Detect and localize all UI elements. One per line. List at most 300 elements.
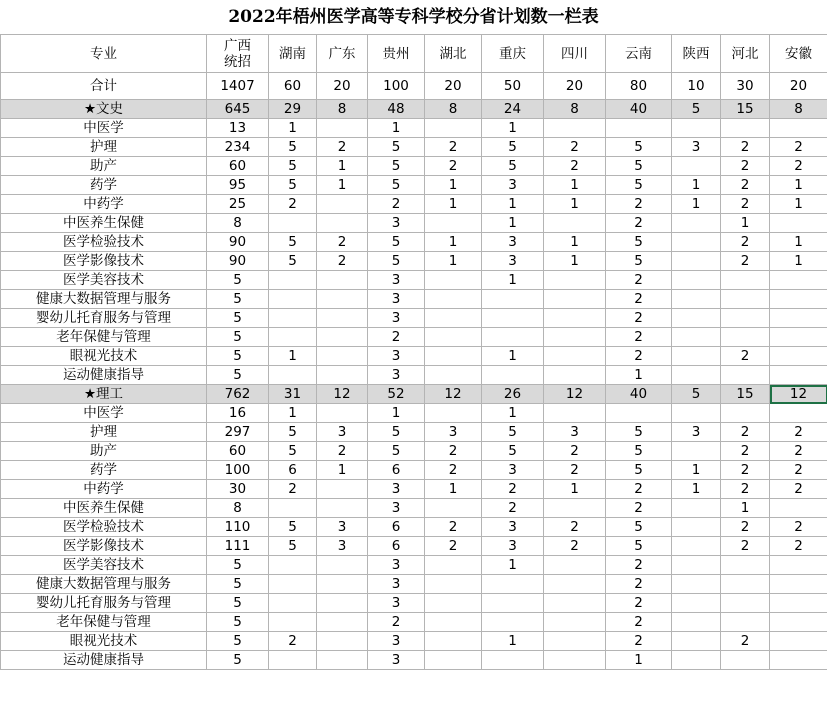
major-name-cell[interactable]: 眼视光技术 — [1, 347, 207, 366]
quota-cell[interactable]: 5 — [269, 157, 317, 176]
major-name-cell[interactable]: 护理 — [1, 423, 207, 442]
quota-cell[interactable] — [317, 575, 368, 594]
quota-cell[interactable]: 2 — [368, 613, 425, 632]
quota-cell[interactable] — [770, 632, 827, 651]
quota-cell[interactable]: 5 — [672, 385, 721, 404]
major-name-cell[interactable]: 健康大数据管理与服务 — [1, 575, 207, 594]
quota-cell[interactable]: 3 — [317, 537, 368, 556]
quota-cell[interactable]: 95 — [207, 176, 269, 195]
major-name-cell[interactable]: 中医养生保健 — [1, 499, 207, 518]
quota-cell[interactable]: 5 — [368, 423, 425, 442]
major-name-cell[interactable]: 中药学 — [1, 195, 207, 214]
quota-cell[interactable] — [672, 537, 721, 556]
quota-cell[interactable]: 2 — [317, 252, 368, 271]
quota-cell[interactable]: 5 — [207, 366, 269, 385]
header-province[interactable]: 湖北 — [425, 35, 482, 73]
quota-cell[interactable] — [482, 328, 544, 347]
quota-cell[interactable] — [317, 651, 368, 670]
quota-cell[interactable] — [672, 119, 721, 138]
quota-cell[interactable] — [672, 632, 721, 651]
quota-cell[interactable]: 5 — [606, 176, 672, 195]
quota-cell[interactable] — [425, 328, 482, 347]
quota-cell[interactable]: 5 — [368, 252, 425, 271]
quota-cell[interactable]: 3 — [672, 423, 721, 442]
quota-cell[interactable]: 6 — [368, 537, 425, 556]
major-name-cell[interactable]: 中医养生保健 — [1, 214, 207, 233]
quota-cell[interactable]: 2 — [721, 480, 770, 499]
quota-cell[interactable] — [672, 233, 721, 252]
quota-cell[interactable]: 1 — [544, 195, 606, 214]
quota-cell[interactable]: 3 — [368, 480, 425, 499]
quota-cell[interactable]: 2 — [425, 138, 482, 157]
quota-cell[interactable] — [425, 309, 482, 328]
quota-cell[interactable]: 60 — [269, 73, 317, 100]
quota-cell[interactable]: 2 — [269, 632, 317, 651]
quota-cell[interactable] — [672, 366, 721, 385]
quota-cell[interactable]: 2 — [544, 442, 606, 461]
quota-cell[interactable]: 2 — [721, 195, 770, 214]
quota-cell[interactable]: 2 — [368, 328, 425, 347]
quota-cell[interactable] — [770, 119, 827, 138]
quota-cell[interactable]: 1 — [770, 176, 827, 195]
quota-cell[interactable] — [770, 309, 827, 328]
quota-cell[interactable]: 2 — [317, 233, 368, 252]
quota-cell[interactable] — [425, 119, 482, 138]
quota-cell[interactable] — [425, 214, 482, 233]
quota-cell[interactable]: 2 — [425, 518, 482, 537]
quota-cell[interactable]: 5 — [368, 138, 425, 157]
quota-cell[interactable] — [425, 290, 482, 309]
quota-cell[interactable] — [721, 613, 770, 632]
quota-cell[interactable]: 3 — [368, 556, 425, 575]
quota-cell[interactable]: 5 — [606, 442, 672, 461]
quota-cell[interactable]: 5 — [269, 537, 317, 556]
quota-cell[interactable]: 1 — [269, 347, 317, 366]
quota-cell[interactable]: 2 — [770, 461, 827, 480]
quota-cell[interactable] — [672, 157, 721, 176]
quota-cell[interactable]: 24 — [482, 100, 544, 119]
quota-cell[interactable] — [770, 575, 827, 594]
quota-cell[interactable]: 2 — [721, 442, 770, 461]
quota-cell[interactable]: 8 — [207, 214, 269, 233]
major-name-cell[interactable]: 眼视光技术 — [1, 632, 207, 651]
header-province[interactable]: 安徽 — [770, 35, 827, 73]
quota-cell[interactable]: 5 — [482, 138, 544, 157]
quota-cell[interactable]: 2 — [425, 461, 482, 480]
quota-cell[interactable]: 1 — [606, 366, 672, 385]
quota-cell[interactable]: 1 — [672, 461, 721, 480]
quota-cell[interactable] — [721, 366, 770, 385]
quota-cell[interactable] — [317, 119, 368, 138]
quota-cell[interactable] — [544, 613, 606, 632]
quota-cell[interactable]: 1 — [482, 556, 544, 575]
quota-cell[interactable]: 2 — [770, 442, 827, 461]
quota-cell[interactable]: 1 — [544, 233, 606, 252]
quota-cell[interactable]: 2 — [770, 518, 827, 537]
quota-cell[interactable]: 1 — [544, 252, 606, 271]
quota-cell[interactable]: 5 — [269, 233, 317, 252]
quota-cell[interactable]: 26 — [482, 385, 544, 404]
quota-cell[interactable] — [544, 309, 606, 328]
quota-cell[interactable] — [672, 271, 721, 290]
major-name-cell[interactable]: 医学影像技术 — [1, 537, 207, 556]
quota-cell[interactable] — [425, 404, 482, 423]
quota-cell[interactable] — [425, 556, 482, 575]
quota-cell[interactable]: 5 — [368, 233, 425, 252]
major-name-cell[interactable]: 医学检验技术 — [1, 518, 207, 537]
quota-cell[interactable] — [770, 214, 827, 233]
quota-cell[interactable]: 2 — [425, 157, 482, 176]
quota-cell[interactable]: 111 — [207, 537, 269, 556]
header-province[interactable]: 陕西 — [672, 35, 721, 73]
quota-cell[interactable]: 5 — [672, 100, 721, 119]
major-name-cell[interactable]: 助产 — [1, 157, 207, 176]
quota-cell[interactable]: 2 — [544, 157, 606, 176]
quota-cell[interactable] — [544, 290, 606, 309]
quota-cell[interactable]: 6 — [368, 461, 425, 480]
quota-cell[interactable]: 2 — [721, 461, 770, 480]
quota-cell[interactable]: 60 — [207, 442, 269, 461]
quota-cell[interactable]: 3 — [544, 423, 606, 442]
quota-cell[interactable]: 1 — [425, 252, 482, 271]
quota-cell[interactable]: 8 — [317, 100, 368, 119]
quota-cell[interactable] — [721, 594, 770, 613]
quota-cell[interactable]: 29 — [269, 100, 317, 119]
quota-cell[interactable] — [721, 119, 770, 138]
quota-cell[interactable]: 2 — [721, 537, 770, 556]
quota-cell[interactable] — [269, 290, 317, 309]
quota-cell[interactable]: 2 — [482, 480, 544, 499]
quota-cell[interactable]: 40 — [606, 100, 672, 119]
quota-cell[interactable]: 1407 — [207, 73, 269, 100]
major-name-cell[interactable]: 助产 — [1, 442, 207, 461]
quota-cell[interactable] — [672, 518, 721, 537]
header-province[interactable]: 四川 — [544, 35, 606, 73]
quota-cell[interactable] — [544, 594, 606, 613]
quota-cell[interactable]: 5 — [606, 461, 672, 480]
quota-cell[interactable] — [482, 366, 544, 385]
quota-cell[interactable]: 5 — [207, 328, 269, 347]
quota-cell[interactable] — [672, 214, 721, 233]
quota-cell[interactable]: 2 — [269, 195, 317, 214]
quota-cell[interactable]: 90 — [207, 252, 269, 271]
quota-cell[interactable]: 5 — [606, 157, 672, 176]
quota-cell[interactable] — [317, 499, 368, 518]
quota-cell[interactable] — [317, 290, 368, 309]
quota-cell[interactable]: 20 — [770, 73, 827, 100]
quota-cell[interactable]: 1 — [317, 461, 368, 480]
quota-cell[interactable] — [425, 651, 482, 670]
quota-cell[interactable]: 2 — [606, 271, 672, 290]
quota-cell[interactable]: 1 — [368, 404, 425, 423]
major-name-cell[interactable]: 医学美容技术 — [1, 556, 207, 575]
quota-cell[interactable]: 645 — [207, 100, 269, 119]
quota-cell[interactable]: 3 — [317, 423, 368, 442]
quota-cell[interactable]: 5 — [207, 594, 269, 613]
quota-cell[interactable] — [672, 499, 721, 518]
quota-cell[interactable]: 2 — [721, 157, 770, 176]
quota-cell[interactable] — [269, 328, 317, 347]
quota-cell[interactable]: 5 — [606, 138, 672, 157]
quota-cell[interactable]: 2 — [606, 347, 672, 366]
quota-cell[interactable]: 2 — [606, 328, 672, 347]
quota-cell[interactable]: 12 — [544, 385, 606, 404]
quota-cell[interactable]: 5 — [207, 290, 269, 309]
quota-cell[interactable]: 5 — [207, 309, 269, 328]
quota-cell[interactable]: 2 — [721, 423, 770, 442]
major-name-cell[interactable]: 护理 — [1, 138, 207, 157]
quota-cell[interactable] — [269, 271, 317, 290]
quota-cell[interactable] — [672, 613, 721, 632]
quota-cell[interactable] — [606, 404, 672, 423]
quota-cell[interactable]: 1 — [482, 404, 544, 423]
quota-cell[interactable] — [770, 271, 827, 290]
quota-cell[interactable]: 3 — [482, 537, 544, 556]
quota-cell[interactable]: 5 — [482, 442, 544, 461]
quota-cell[interactable]: 2 — [606, 309, 672, 328]
quota-cell[interactable] — [269, 366, 317, 385]
quota-cell[interactable] — [544, 556, 606, 575]
quota-cell[interactable] — [770, 366, 827, 385]
quota-cell[interactable]: 2 — [721, 518, 770, 537]
quota-cell[interactable] — [482, 613, 544, 632]
quota-cell[interactable]: 1 — [482, 195, 544, 214]
quota-cell[interactable]: 80 — [606, 73, 672, 100]
quota-cell[interactable] — [317, 613, 368, 632]
quota-cell[interactable]: 5 — [269, 442, 317, 461]
header-province[interactable]: 河北 — [721, 35, 770, 73]
quota-cell[interactable] — [482, 290, 544, 309]
quota-cell[interactable]: 1 — [721, 499, 770, 518]
quota-cell[interactable]: 25 — [207, 195, 269, 214]
selected-cell[interactable]: 12 — [770, 385, 827, 404]
quota-cell[interactable]: 8 — [207, 499, 269, 518]
quota-cell[interactable]: 2 — [721, 176, 770, 195]
quota-cell[interactable]: 2 — [606, 632, 672, 651]
quota-cell[interactable] — [317, 594, 368, 613]
quota-cell[interactable]: 297 — [207, 423, 269, 442]
quota-cell[interactable] — [317, 366, 368, 385]
quota-cell[interactable] — [317, 195, 368, 214]
quota-cell[interactable]: 52 — [368, 385, 425, 404]
quota-cell[interactable]: 2 — [482, 499, 544, 518]
quota-cell[interactable] — [269, 651, 317, 670]
quota-cell[interactable] — [672, 404, 721, 423]
header-guangxi[interactable] — [207, 35, 269, 73]
quota-cell[interactable]: 90 — [207, 233, 269, 252]
quota-cell[interactable] — [544, 214, 606, 233]
quota-cell[interactable] — [317, 309, 368, 328]
quota-cell[interactable] — [544, 271, 606, 290]
quota-cell[interactable] — [269, 214, 317, 233]
header-major[interactable]: 专业 — [1, 35, 207, 73]
quota-cell[interactable]: 1 — [770, 233, 827, 252]
quota-cell[interactable]: 60 — [207, 157, 269, 176]
major-name-cell[interactable]: 老年保健与管理 — [1, 613, 207, 632]
quota-cell[interactable]: 2 — [721, 347, 770, 366]
quota-cell[interactable]: 2 — [721, 233, 770, 252]
quota-cell[interactable]: 5 — [207, 651, 269, 670]
quota-cell[interactable] — [544, 651, 606, 670]
quota-cell[interactable]: 3 — [368, 271, 425, 290]
quota-cell[interactable]: 1 — [425, 195, 482, 214]
quota-cell[interactable]: 2 — [721, 632, 770, 651]
quota-cell[interactable]: 1 — [425, 176, 482, 195]
quota-cell[interactable]: 3 — [425, 423, 482, 442]
quota-cell[interactable] — [672, 309, 721, 328]
major-name-cell[interactable]: 中药学 — [1, 480, 207, 499]
quota-cell[interactable]: 3 — [482, 518, 544, 537]
quota-cell[interactable]: 2 — [606, 556, 672, 575]
quota-cell[interactable] — [317, 347, 368, 366]
quota-cell[interactable]: 8 — [770, 100, 827, 119]
major-name-cell[interactable]: 药学 — [1, 461, 207, 480]
quota-cell[interactable]: 1 — [721, 214, 770, 233]
major-name-cell[interactable]: 婴幼儿托育服务与管理 — [1, 594, 207, 613]
quota-cell[interactable] — [317, 480, 368, 499]
quota-cell[interactable] — [425, 271, 482, 290]
quota-cell[interactable]: 50 — [482, 73, 544, 100]
quota-cell[interactable]: 31 — [269, 385, 317, 404]
quota-cell[interactable] — [672, 347, 721, 366]
quota-cell[interactable]: 5 — [606, 537, 672, 556]
quota-cell[interactable]: 3 — [368, 347, 425, 366]
major-name-cell[interactable]: 医学影像技术 — [1, 252, 207, 271]
quota-cell[interactable] — [672, 328, 721, 347]
quota-cell[interactable] — [721, 556, 770, 575]
major-name-cell[interactable]: 运动健康指导 — [1, 651, 207, 670]
quota-cell[interactable]: 3 — [368, 366, 425, 385]
quota-cell[interactable]: 3 — [482, 176, 544, 195]
quota-cell[interactable]: 5 — [207, 271, 269, 290]
quota-cell[interactable]: 1 — [269, 404, 317, 423]
major-name-cell[interactable]: 婴幼儿托育服务与管理 — [1, 309, 207, 328]
quota-cell[interactable]: 5 — [606, 252, 672, 271]
quota-cell[interactable]: 1 — [606, 651, 672, 670]
major-name-cell[interactable]: ★文史 — [1, 100, 207, 119]
major-name-cell[interactable]: 中医学 — [1, 119, 207, 138]
quota-cell[interactable] — [425, 575, 482, 594]
quota-cell[interactable]: 2 — [770, 480, 827, 499]
quota-cell[interactable]: 5 — [368, 442, 425, 461]
quota-cell[interactable] — [482, 309, 544, 328]
quota-cell[interactable]: 2 — [606, 195, 672, 214]
quota-cell[interactable]: 110 — [207, 518, 269, 537]
quota-cell[interactable] — [721, 575, 770, 594]
quota-cell[interactable] — [269, 613, 317, 632]
quota-cell[interactable] — [770, 404, 827, 423]
quota-cell[interactable] — [770, 347, 827, 366]
quota-cell[interactable]: 3 — [317, 518, 368, 537]
quota-cell[interactable] — [317, 271, 368, 290]
quota-cell[interactable] — [269, 499, 317, 518]
quota-cell[interactable] — [770, 651, 827, 670]
quota-cell[interactable]: 3 — [368, 309, 425, 328]
quota-cell[interactable]: 5 — [606, 423, 672, 442]
quota-cell[interactable]: 2 — [317, 442, 368, 461]
quota-cell[interactable]: 12 — [425, 385, 482, 404]
quota-cell[interactable]: 3 — [368, 290, 425, 309]
quota-cell[interactable]: 3 — [368, 214, 425, 233]
quota-cell[interactable]: 5 — [207, 575, 269, 594]
quota-cell[interactable]: 2 — [544, 461, 606, 480]
quota-cell[interactable]: 8 — [425, 100, 482, 119]
header-province[interactable]: 广东 — [317, 35, 368, 73]
quota-cell[interactable]: 15 — [721, 100, 770, 119]
quota-cell[interactable]: 5 — [207, 347, 269, 366]
quota-cell[interactable] — [721, 404, 770, 423]
major-name-cell[interactable]: 医学检验技术 — [1, 233, 207, 252]
quota-cell[interactable]: 1 — [482, 347, 544, 366]
quota-cell[interactable]: 5 — [482, 157, 544, 176]
quota-cell[interactable]: 762 — [207, 385, 269, 404]
quota-cell[interactable]: 100 — [207, 461, 269, 480]
quota-cell[interactable]: 16 — [207, 404, 269, 423]
quota-cell[interactable]: 3 — [482, 461, 544, 480]
quota-cell[interactable] — [317, 214, 368, 233]
quota-cell[interactable] — [672, 442, 721, 461]
quota-cell[interactable]: 5 — [606, 233, 672, 252]
quota-cell[interactable] — [672, 290, 721, 309]
quota-cell[interactable]: 2 — [425, 442, 482, 461]
quota-cell[interactable]: 40 — [606, 385, 672, 404]
quota-cell[interactable]: 5 — [482, 423, 544, 442]
quota-cell[interactable]: 2 — [368, 195, 425, 214]
quota-cell[interactable] — [770, 290, 827, 309]
quota-cell[interactable]: 2 — [606, 499, 672, 518]
major-name-cell[interactable]: 老年保健与管理 — [1, 328, 207, 347]
quota-cell[interactable]: 3 — [368, 632, 425, 651]
quota-cell[interactable]: 3 — [368, 594, 425, 613]
major-name-cell[interactable]: 运动健康指导 — [1, 366, 207, 385]
quota-cell[interactable] — [544, 328, 606, 347]
quota-cell[interactable] — [672, 575, 721, 594]
quota-cell[interactable]: 2 — [721, 138, 770, 157]
quota-cell[interactable]: 1 — [482, 271, 544, 290]
quota-cell[interactable] — [544, 404, 606, 423]
quota-cell[interactable] — [721, 290, 770, 309]
quota-cell[interactable]: 2 — [544, 537, 606, 556]
quota-cell[interactable]: 15 — [721, 385, 770, 404]
quota-cell[interactable]: 5 — [269, 423, 317, 442]
quota-cell[interactable]: 2 — [770, 537, 827, 556]
quota-cell[interactable]: 20 — [317, 73, 368, 100]
quota-cell[interactable] — [317, 328, 368, 347]
quota-cell[interactable] — [544, 575, 606, 594]
quota-cell[interactable]: 2 — [606, 290, 672, 309]
quota-cell[interactable] — [672, 594, 721, 613]
quota-cell[interactable]: 2 — [425, 537, 482, 556]
quota-cell[interactable] — [544, 499, 606, 518]
quota-cell[interactable]: 48 — [368, 100, 425, 119]
major-name-cell[interactable]: 中医学 — [1, 404, 207, 423]
quota-cell[interactable] — [770, 613, 827, 632]
quota-cell[interactable] — [606, 119, 672, 138]
major-name-cell[interactable]: 医学美容技术 — [1, 271, 207, 290]
quota-cell[interactable]: 5 — [269, 176, 317, 195]
quota-cell[interactable]: 3 — [368, 575, 425, 594]
quota-cell[interactable] — [425, 594, 482, 613]
quota-cell[interactable] — [269, 594, 317, 613]
major-name-cell[interactable]: 健康大数据管理与服务 — [1, 290, 207, 309]
quota-cell[interactable] — [425, 499, 482, 518]
quota-cell[interactable]: 20 — [544, 73, 606, 100]
quota-cell[interactable] — [672, 556, 721, 575]
quota-cell[interactable]: 13 — [207, 119, 269, 138]
quota-cell[interactable] — [544, 632, 606, 651]
quota-cell[interactable] — [770, 499, 827, 518]
quota-cell[interactable]: 1 — [425, 233, 482, 252]
